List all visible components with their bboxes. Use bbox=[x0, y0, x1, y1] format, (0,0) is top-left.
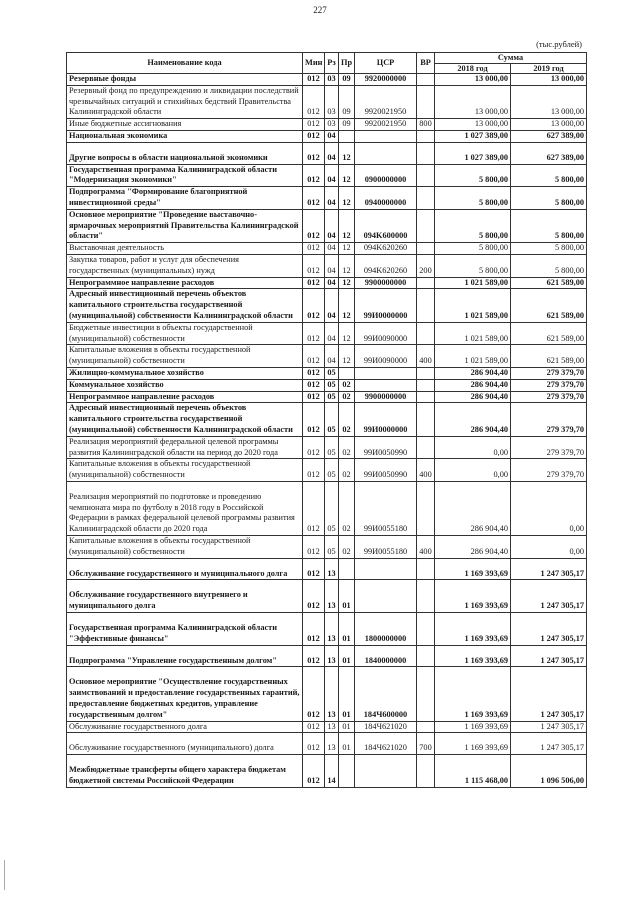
col-header-sum: Сумма bbox=[435, 53, 587, 64]
cell-rz: 13 bbox=[325, 613, 339, 646]
cell-vr: 700 bbox=[417, 733, 435, 755]
cell-2019: 279 379,70 bbox=[511, 391, 587, 403]
cell-name: Основное мероприятие "Проведение выставочно-ярмарочных мероприятий Правительства Калининградской области" bbox=[67, 209, 303, 242]
cell-vr bbox=[417, 367, 435, 379]
cell-rz: 05 bbox=[325, 391, 339, 403]
cell-min: 012 bbox=[303, 436, 325, 459]
cell-min: 012 bbox=[303, 733, 325, 755]
cell-rz: 13 bbox=[325, 667, 339, 721]
col-header-min: Мин bbox=[303, 53, 325, 74]
cell-2019: 1 247 305,17 bbox=[511, 580, 587, 613]
cell-vr: 200 bbox=[417, 254, 435, 277]
cell-2018: 1 021 589,00 bbox=[435, 345, 511, 368]
table-row bbox=[67, 558, 587, 580]
cell-pr: 12 bbox=[339, 209, 355, 242]
cell-name: Основное мероприятие "Осуществление государственных заимствований и предоставление государственных гарантий, предоставление бюджетных кредитов, управление государственным долгом" bbox=[67, 667, 303, 721]
cell-2018: 5 800,00 bbox=[435, 164, 511, 187]
cell-csr: 99И0055180 bbox=[355, 536, 417, 559]
table-body bbox=[67, 74, 587, 788]
cell-csr: 094K620260 bbox=[355, 254, 417, 277]
cell-rz: 04 bbox=[325, 254, 339, 277]
cell-rz: 13 bbox=[325, 580, 339, 613]
cell-vr bbox=[417, 436, 435, 459]
table-row bbox=[67, 645, 587, 667]
table-row bbox=[67, 367, 587, 379]
cell-2019: 627 389,00 bbox=[511, 130, 587, 142]
cell-min: 012 bbox=[303, 187, 325, 210]
cell-name: Реализация мероприятий по подготовке и проведению чемпионата мира по футболу в 2018 году в Российской Федерации в рамках федеральной целевой программы развития Калининградской области до 2020 года bbox=[67, 481, 303, 535]
cell-name: Государственная программа Калининградской области "Эффективные финансы" bbox=[67, 613, 303, 646]
table-row bbox=[67, 209, 587, 242]
cell-pr: 12 bbox=[339, 289, 355, 322]
cell-csr: 9920000000 bbox=[355, 74, 417, 86]
table-row bbox=[67, 755, 587, 788]
cell-2018: 286 904,40 bbox=[435, 536, 511, 559]
table-row bbox=[67, 403, 587, 436]
table-row bbox=[67, 391, 587, 403]
cell-name: Непрограммное направление расходов bbox=[67, 277, 303, 289]
cell-2019: 5 800,00 bbox=[511, 254, 587, 277]
cell-name: Подпрограмма "Формирование благоприятной инвестиционной среды" bbox=[67, 187, 303, 210]
cell-pr: 12 bbox=[339, 277, 355, 289]
cell-rz: 13 bbox=[325, 733, 339, 755]
cell-2019: 621 589,00 bbox=[511, 289, 587, 322]
cell-rz: 05 bbox=[325, 536, 339, 559]
cell-name: Другие вопросы в области национальной экономики bbox=[67, 142, 303, 164]
table-row bbox=[67, 254, 587, 277]
cell-csr: 9920021950 bbox=[355, 119, 417, 131]
cell-rz: 05 bbox=[325, 379, 339, 391]
cell-pr: 09 bbox=[339, 74, 355, 86]
table-row bbox=[67, 277, 587, 289]
cell-pr: 02 bbox=[339, 403, 355, 436]
unit-note: (тыс.рублей) bbox=[536, 39, 582, 49]
cell-name: Выставочная деятельность bbox=[67, 243, 303, 255]
cell-rz: 04 bbox=[325, 164, 339, 187]
cell-vr: 800 bbox=[417, 119, 435, 131]
cell-vr bbox=[417, 755, 435, 788]
cell-2019: 0,00 bbox=[511, 536, 587, 559]
cell-csr: 99И0050990 bbox=[355, 436, 417, 459]
cell-min: 012 bbox=[303, 580, 325, 613]
cell-pr: 12 bbox=[339, 187, 355, 210]
cell-vr bbox=[417, 613, 435, 646]
col-header-name: Наименование кода bbox=[67, 53, 303, 74]
cell-rz: 13 bbox=[325, 721, 339, 733]
cell-csr: 99И0055180 bbox=[355, 481, 417, 535]
cell-csr: 9900000000 bbox=[355, 277, 417, 289]
cell-vr bbox=[417, 645, 435, 667]
cell-2019: 1 247 305,17 bbox=[511, 733, 587, 755]
cell-2018: 0,00 bbox=[435, 436, 511, 459]
cell-min: 012 bbox=[303, 322, 325, 345]
cell-2019: 1 247 305,17 bbox=[511, 721, 587, 733]
table-row bbox=[67, 613, 587, 646]
cell-name: Обслуживание государственного внутреннего и муниципального долга bbox=[67, 580, 303, 613]
cell-2018: 1 027 389,00 bbox=[435, 130, 511, 142]
cell-2018: 13 000,00 bbox=[435, 85, 511, 118]
cell-pr: 02 bbox=[339, 536, 355, 559]
table-row bbox=[67, 721, 587, 733]
cell-min: 012 bbox=[303, 254, 325, 277]
cell-vr bbox=[417, 209, 435, 242]
cell-min: 012 bbox=[303, 277, 325, 289]
cell-2019: 279 379,70 bbox=[511, 459, 587, 482]
cell-pr bbox=[339, 558, 355, 580]
cell-vr: 400 bbox=[417, 345, 435, 368]
cell-rz: 04 bbox=[325, 209, 339, 242]
table-row bbox=[67, 580, 587, 613]
cell-name: Обслуживание государственного (муниципального) долга bbox=[67, 733, 303, 755]
cell-name: Коммунальное хозяйство bbox=[67, 379, 303, 391]
cell-rz: 04 bbox=[325, 322, 339, 345]
cell-2019: 1 247 305,17 bbox=[511, 558, 587, 580]
cell-name: Бюджетные инвестиции в объекты государственной (муниципальной) собственности bbox=[67, 322, 303, 345]
cell-min: 012 bbox=[303, 74, 325, 86]
table-row bbox=[67, 187, 587, 210]
cell-min: 012 bbox=[303, 667, 325, 721]
cell-2019: 13 000,00 bbox=[511, 74, 587, 86]
col-header-csr: ЦСР bbox=[355, 53, 417, 74]
cell-2019: 279 379,70 bbox=[511, 436, 587, 459]
table-row bbox=[67, 459, 587, 482]
cell-csr: 99И0090000 bbox=[355, 322, 417, 345]
cell-rz: 04 bbox=[325, 142, 339, 164]
cell-pr: 09 bbox=[339, 85, 355, 118]
cell-name: Резервные фонды bbox=[67, 74, 303, 86]
cell-vr bbox=[417, 289, 435, 322]
cell-name: Непрограммное направление расходов bbox=[67, 391, 303, 403]
cell-rz: 03 bbox=[325, 85, 339, 118]
cell-csr: 99И0000000 bbox=[355, 289, 417, 322]
cell-vr bbox=[417, 580, 435, 613]
cell-pr: 12 bbox=[339, 322, 355, 345]
cell-rz: 13 bbox=[325, 645, 339, 667]
cell-vr bbox=[417, 558, 435, 580]
table-row bbox=[67, 536, 587, 559]
scan-edge-mark bbox=[4, 860, 7, 890]
cell-name: Национальная экономика bbox=[67, 130, 303, 142]
cell-2019: 1 096 506,00 bbox=[511, 755, 587, 788]
table-row bbox=[67, 345, 587, 368]
table-header-row bbox=[67, 53, 587, 64]
cell-vr bbox=[417, 164, 435, 187]
cell-pr: 12 bbox=[339, 345, 355, 368]
cell-min: 012 bbox=[303, 379, 325, 391]
cell-pr: 02 bbox=[339, 459, 355, 482]
cell-2018: 0,00 bbox=[435, 459, 511, 482]
cell-2018: 1 027 389,00 bbox=[435, 142, 511, 164]
cell-csr bbox=[355, 379, 417, 391]
cell-2018: 5 800,00 bbox=[435, 209, 511, 242]
cell-rz: 13 bbox=[325, 558, 339, 580]
cell-csr: 9900000000 bbox=[355, 391, 417, 403]
cell-name: Капитальные вложения в объекты государственной (муниципальной) собственности bbox=[67, 345, 303, 368]
table-row bbox=[67, 733, 587, 755]
cell-2018: 1 021 589,00 bbox=[435, 322, 511, 345]
cell-rz: 04 bbox=[325, 345, 339, 368]
cell-min: 012 bbox=[303, 391, 325, 403]
cell-pr: 01 bbox=[339, 580, 355, 613]
cell-pr: 01 bbox=[339, 613, 355, 646]
table-row bbox=[67, 243, 587, 255]
cell-min: 012 bbox=[303, 289, 325, 322]
cell-2018: 286 904,40 bbox=[435, 367, 511, 379]
cell-csr bbox=[355, 367, 417, 379]
budget-table bbox=[66, 52, 587, 788]
cell-vr bbox=[417, 243, 435, 255]
cell-name: Подпрограмма "Управление государственным долгом" bbox=[67, 645, 303, 667]
cell-csr bbox=[355, 130, 417, 142]
cell-rz: 04 bbox=[325, 187, 339, 210]
cell-pr bbox=[339, 130, 355, 142]
cell-2019: 1 247 305,17 bbox=[511, 645, 587, 667]
cell-min: 012 bbox=[303, 558, 325, 580]
cell-rz: 03 bbox=[325, 74, 339, 86]
cell-2018: 1 169 393,69 bbox=[435, 667, 511, 721]
cell-2019: 627 389,00 bbox=[511, 142, 587, 164]
cell-2018: 5 800,00 bbox=[435, 254, 511, 277]
table-row bbox=[67, 667, 587, 721]
cell-csr: 184Ч600000 bbox=[355, 667, 417, 721]
table-row bbox=[67, 119, 587, 131]
cell-csr bbox=[355, 558, 417, 580]
cell-min: 012 bbox=[303, 645, 325, 667]
cell-2019: 621 589,00 bbox=[511, 322, 587, 345]
cell-min: 012 bbox=[303, 209, 325, 242]
cell-csr: 184Ч621020 bbox=[355, 733, 417, 755]
cell-vr bbox=[417, 277, 435, 289]
table-row bbox=[67, 74, 587, 86]
cell-2019: 5 800,00 bbox=[511, 209, 587, 242]
cell-2018: 1 169 393,69 bbox=[435, 645, 511, 667]
cell-rz: 05 bbox=[325, 436, 339, 459]
cell-min: 012 bbox=[303, 243, 325, 255]
cell-vr bbox=[417, 721, 435, 733]
cell-min: 012 bbox=[303, 85, 325, 118]
cell-name: Адресный инвестиционный перечень объектов капитального строительства государственной (муниципальной) собственности Калининградской области bbox=[67, 403, 303, 436]
cell-csr: 9920021950 bbox=[355, 85, 417, 118]
table-row bbox=[67, 164, 587, 187]
cell-vr bbox=[417, 187, 435, 210]
cell-2019: 1 247 305,17 bbox=[511, 613, 587, 646]
cell-pr: 12 bbox=[339, 254, 355, 277]
cell-pr: 02 bbox=[339, 436, 355, 459]
cell-2019: 279 379,70 bbox=[511, 367, 587, 379]
col-header-2018: 2018 год bbox=[435, 63, 511, 74]
cell-name: Капитальные вложения в объекты государственной (муниципальной) собственности bbox=[67, 459, 303, 482]
cell-name: Государственная программа Калининградской области "Модернизация экономики" bbox=[67, 164, 303, 187]
cell-name: Межбюджетные трансферты общего характера бюджетам бюджетной системы Российской Федерации bbox=[67, 755, 303, 788]
table-row bbox=[67, 289, 587, 322]
cell-rz: 05 bbox=[325, 403, 339, 436]
cell-min: 012 bbox=[303, 536, 325, 559]
table-row bbox=[67, 85, 587, 118]
cell-2018: 1 169 393,69 bbox=[435, 580, 511, 613]
cell-name: Реализация мероприятий федеральной целевой программы развития Калининградской области на период до 2020 года bbox=[67, 436, 303, 459]
cell-2019: 621 589,00 bbox=[511, 277, 587, 289]
cell-2018: 13 000,00 bbox=[435, 74, 511, 86]
table-row bbox=[67, 130, 587, 142]
cell-vr bbox=[417, 403, 435, 436]
cell-2019: 5 800,00 bbox=[511, 187, 587, 210]
cell-min: 012 bbox=[303, 755, 325, 788]
cell-pr: 01 bbox=[339, 733, 355, 755]
cell-csr: 99И0000000 bbox=[355, 403, 417, 436]
cell-rz: 04 bbox=[325, 289, 339, 322]
cell-2019: 13 000,00 bbox=[511, 119, 587, 131]
cell-2019: 5 800,00 bbox=[511, 164, 587, 187]
cell-2019: 0,00 bbox=[511, 481, 587, 535]
cell-csr: 184Ч621020 bbox=[355, 721, 417, 733]
cell-csr bbox=[355, 755, 417, 788]
cell-csr: 1840000000 bbox=[355, 645, 417, 667]
cell-min: 012 bbox=[303, 459, 325, 482]
cell-min: 012 bbox=[303, 119, 325, 131]
cell-rz: 03 bbox=[325, 119, 339, 131]
cell-pr bbox=[339, 367, 355, 379]
cell-name: Капитальные вложения в объекты государственной (муниципальной) собственности bbox=[67, 536, 303, 559]
cell-vr bbox=[417, 481, 435, 535]
cell-pr: 09 bbox=[339, 119, 355, 131]
cell-2018: 286 904,40 bbox=[435, 481, 511, 535]
cell-2018: 1 021 589,00 bbox=[435, 289, 511, 322]
cell-2018: 5 800,00 bbox=[435, 187, 511, 210]
cell-rz: 04 bbox=[325, 277, 339, 289]
cell-vr bbox=[417, 74, 435, 86]
cell-2019: 279 379,70 bbox=[511, 379, 587, 391]
cell-2018: 5 800,00 bbox=[435, 243, 511, 255]
col-header-rz: Рз bbox=[325, 53, 339, 74]
cell-vr bbox=[417, 391, 435, 403]
cell-pr: 02 bbox=[339, 391, 355, 403]
cell-pr bbox=[339, 755, 355, 788]
cell-csr: 094K620260 bbox=[355, 243, 417, 255]
cell-csr: 99И0050990 bbox=[355, 459, 417, 482]
cell-2018: 286 904,40 bbox=[435, 379, 511, 391]
cell-2018: 1 115 468,00 bbox=[435, 755, 511, 788]
cell-csr: 0900000000 bbox=[355, 164, 417, 187]
cell-2018: 286 904,40 bbox=[435, 403, 511, 436]
cell-rz: 05 bbox=[325, 459, 339, 482]
cell-2019: 279 379,70 bbox=[511, 403, 587, 436]
cell-pr: 01 bbox=[339, 667, 355, 721]
cell-2018: 1 021 589,00 bbox=[435, 277, 511, 289]
cell-rz: 04 bbox=[325, 243, 339, 255]
cell-2018: 1 169 393,69 bbox=[435, 733, 511, 755]
cell-2019: 1 247 305,17 bbox=[511, 667, 587, 721]
table-row bbox=[67, 142, 587, 164]
cell-rz: 05 bbox=[325, 481, 339, 535]
cell-vr bbox=[417, 322, 435, 345]
cell-csr bbox=[355, 580, 417, 613]
cell-pr: 02 bbox=[339, 379, 355, 391]
table-row bbox=[67, 436, 587, 459]
cell-min: 012 bbox=[303, 403, 325, 436]
cell-rz: 14 bbox=[325, 755, 339, 788]
cell-pr: 12 bbox=[339, 164, 355, 187]
cell-csr: 0940000000 bbox=[355, 187, 417, 210]
cell-name: Обслуживание государственного долга bbox=[67, 721, 303, 733]
cell-min: 012 bbox=[303, 481, 325, 535]
page-number: 227 bbox=[313, 5, 327, 15]
cell-2018: 1 169 393,69 bbox=[435, 613, 511, 646]
cell-2019: 13 000,00 bbox=[511, 85, 587, 118]
cell-name: Резервный фонд по предупреждению и ликвидации последствий чрезвычайных ситуаций и стихийных бедствий Правительства Калининградской области bbox=[67, 85, 303, 118]
cell-vr: 400 bbox=[417, 536, 435, 559]
cell-2019: 621 589,00 bbox=[511, 345, 587, 368]
cell-vr bbox=[417, 85, 435, 118]
cell-2019: 5 800,00 bbox=[511, 243, 587, 255]
cell-min: 012 bbox=[303, 130, 325, 142]
cell-csr bbox=[355, 142, 417, 164]
cell-vr bbox=[417, 667, 435, 721]
cell-pr: 12 bbox=[339, 142, 355, 164]
cell-min: 012 bbox=[303, 164, 325, 187]
cell-2018: 1 169 393,69 bbox=[435, 721, 511, 733]
col-header-2019: 2019 год bbox=[511, 63, 587, 74]
cell-name: Жилищно-коммунальное хозяйство bbox=[67, 367, 303, 379]
col-header-vr: ВР bbox=[417, 53, 435, 74]
cell-name: Закупка товаров, работ и услуг для обеспечения государственных (муниципальных) нужд bbox=[67, 254, 303, 277]
cell-csr: 99И0090000 bbox=[355, 345, 417, 368]
cell-name: Иные бюджетные ассигнования bbox=[67, 119, 303, 131]
cell-csr: 1800000000 bbox=[355, 613, 417, 646]
table-row bbox=[67, 481, 587, 535]
table-row bbox=[67, 379, 587, 391]
cell-vr: 400 bbox=[417, 459, 435, 482]
cell-min: 012 bbox=[303, 345, 325, 368]
cell-min: 012 bbox=[303, 142, 325, 164]
col-header-pr: Пр bbox=[339, 53, 355, 74]
cell-name: Обслуживание государственного и муниципального долга bbox=[67, 558, 303, 580]
cell-rz: 04 bbox=[325, 130, 339, 142]
cell-2018: 1 169 393,69 bbox=[435, 558, 511, 580]
cell-pr: 01 bbox=[339, 721, 355, 733]
cell-2018: 13 000,00 bbox=[435, 119, 511, 131]
cell-pr: 12 bbox=[339, 243, 355, 255]
cell-rz: 05 bbox=[325, 367, 339, 379]
cell-min: 012 bbox=[303, 721, 325, 733]
cell-csr: 094K600000 bbox=[355, 209, 417, 242]
cell-vr bbox=[417, 130, 435, 142]
cell-min: 012 bbox=[303, 613, 325, 646]
cell-name: Адресный инвестиционный перечень объектов капитального строительства государственной (муниципальной) собственности Калининградской области bbox=[67, 289, 303, 322]
cell-min: 012 bbox=[303, 367, 325, 379]
cell-2018: 286 904,40 bbox=[435, 391, 511, 403]
cell-pr: 02 bbox=[339, 481, 355, 535]
cell-vr bbox=[417, 379, 435, 391]
table-row bbox=[67, 322, 587, 345]
cell-vr bbox=[417, 142, 435, 164]
cell-pr: 01 bbox=[339, 645, 355, 667]
